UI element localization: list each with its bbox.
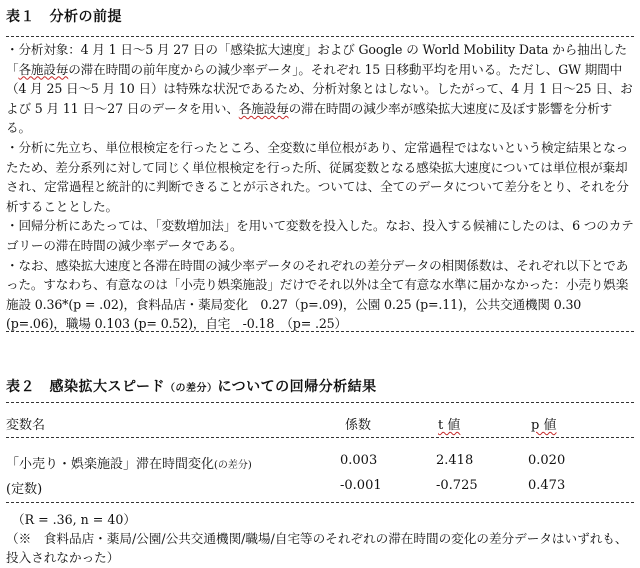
paragraph-unit-root-test: [6, 138, 634, 216]
table1-title: 表１ 分析の前提: [6, 9, 122, 25]
table2-top-rule: [6, 402, 634, 403]
row-t-value: 2.418: [436, 453, 474, 468]
table-row-constant: [6, 478, 42, 497]
row-t-value: -0.725: [436, 478, 478, 493]
note-model-stats: （R = .36, n = 40）: [12, 512, 136, 527]
table2-title-tail: についての回帰分析結果: [217, 379, 377, 395]
text-run: ・分析に先立ち、単位根検定を行ったところ、全変数に単位根があり、定常過程ではないという検定結果となったため、差分系列に対して同じく単位根検定を行った所、従属変数となる感染拡大速度については単位根が棄却され、定常過程と統計的に判断できることが示された。ついては、全てのデータについて差分をとり、それを分析することとした。: [6, 139, 629, 214]
text-run-flagged: 各施設毎: [18, 61, 69, 77]
row-variable-suffix: (の差分): [214, 460, 252, 471]
table2-bottom-rule: [6, 502, 634, 503]
header-coefficient: 係数: [345, 418, 372, 433]
paragraph-analysis-target: [6, 40, 634, 138]
table2-title-small: （の差分）: [164, 383, 218, 394]
row-coefficient: -0.001: [340, 478, 382, 493]
text-run: ・分析対象：4 月 1 日〜5 月 27 日の「感染拡大速度」および Google の World Mobility Data から抽出した「: [6, 42, 627, 77]
table-row-retail-leisure: [6, 453, 252, 472]
table1-body: [6, 40, 634, 334]
text-run: の滞在時間の減少率が感染拡大速度に及ぼす影響を分析する。: [6, 100, 613, 136]
header-t-value: t 値: [438, 418, 461, 433]
table2-title-main: 表２ 感染拡大スピード: [6, 379, 165, 395]
row-variable-label: (定数): [6, 482, 43, 497]
row-coefficient: 0.003: [340, 453, 378, 468]
header-variable-name: 変数名: [6, 418, 46, 433]
text-run: ・なお、感染拡大速度と各滞在時間の減少率データのそれぞれの差分データの相関係数は、それぞれ以下とであった。すなわち、有意なのは「小売り娯楽施設」だけでそれ以外は全て有意な水準に届かなかった：小売り娯楽施設 0.36*(p = .02)，食料品店・薬局変化 0.27（p=.09)，公園 0.25 (p=.11)，公共交通機関 0.30 (p=.06)，職場 0.103 (p= 0.52)，自宅 -0.18 （p= .25）: [6, 257, 629, 332]
table2-notes: [6, 510, 634, 567]
text-run: ・回帰分析にあたっては、「変数増加法」を用いて変数を投入した。なお、投入する候補にしたのは、6 つのカテゴリーの滞在時間の減少率データである。: [6, 218, 634, 253]
row-p-value: 0.020: [528, 453, 566, 468]
header-p-value: p 値: [531, 418, 557, 433]
table1-top-rule: [6, 36, 634, 37]
note-excluded-variables: （※ 食料品店・薬局/公園/公共交通機関/職場/自宅等のそれぞれの滞在時間の変化の差分データはいずれも、投入されなかった）: [6, 531, 628, 565]
table1-bottom-rule: [6, 331, 634, 332]
text-run: の滞在時間の前年度からの減少率データ」。それぞれ 15 日移動平均を用いる。ただし、GW 期間中（4 月 25 日〜5 月 10 日）は特殊な状況であるため、分析対象とはしない。したがって、4 月 1 日〜25 日、および 5 月 11 日〜27 日のデータを用い、: [6, 61, 633, 116]
row-variable-label: 「小売り・娯楽施設」滞在時間変化: [6, 457, 215, 472]
paragraph-regression-method: [6, 216, 634, 255]
table2-title: [6, 376, 377, 396]
text-run-flagged: 各施設毎: [238, 100, 289, 116]
paragraph-correlations: [6, 256, 634, 334]
table2-header-rule: [6, 437, 634, 438]
row-p-value: 0.473: [528, 478, 566, 493]
